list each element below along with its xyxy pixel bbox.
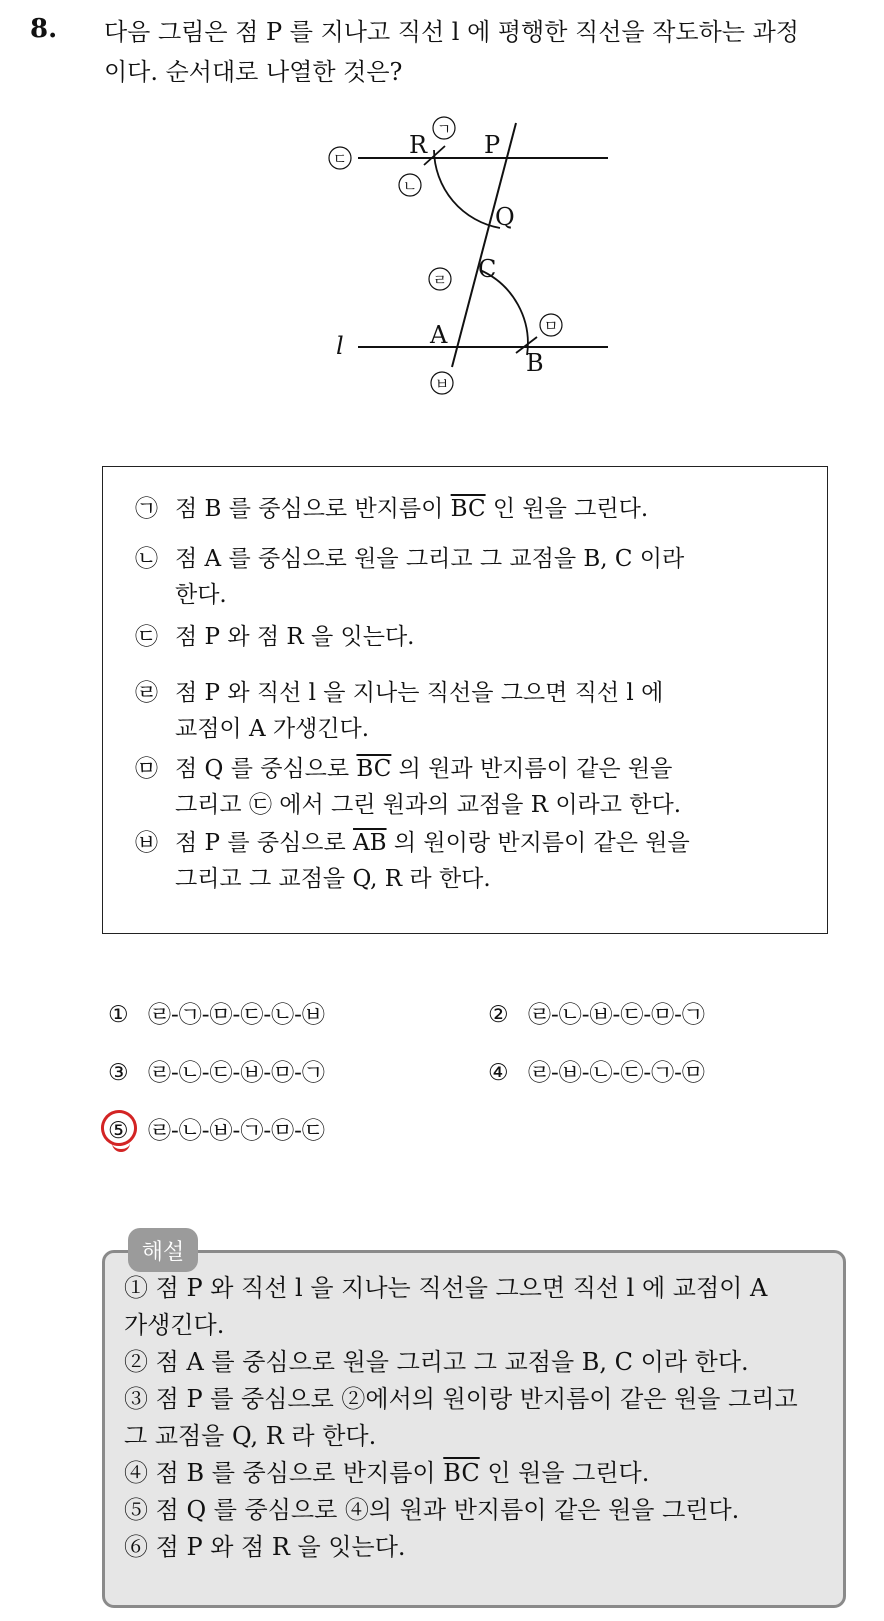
step-mark-b xyxy=(399,174,421,196)
point-label-c: C xyxy=(478,255,497,283)
solution-line: 그 교점을 Q, R 라 한다. xyxy=(124,1422,377,1450)
segment-bc: $\overline{BC}$ xyxy=(443,1459,480,1487)
step-mark-f xyxy=(431,372,453,394)
solution-badge: 해설 xyxy=(128,1228,198,1272)
step-mark-e xyxy=(540,314,562,336)
choice-3[interactable]: ③ ㉣-㉡-㉢-㉥-㉤-㉠ xyxy=(108,1060,325,1086)
step-mark-d xyxy=(429,268,451,290)
solution-line: ④ 점 B 를 중심으로 반지름이 $\overline{BC}$ 인 원을 그린다. xyxy=(124,1459,650,1487)
question-number: 8. xyxy=(30,14,58,44)
step-mark-a xyxy=(433,117,455,139)
transversal-line xyxy=(452,123,516,367)
svg-text:ㄹ: ㄹ xyxy=(432,271,448,289)
point-label-p: P xyxy=(484,131,501,159)
point-label-r: R xyxy=(409,131,428,159)
answer-mark-stroke xyxy=(112,1141,130,1152)
segment-bc: $\overline{BC}$ xyxy=(450,496,486,522)
step-item: ㉠ 점 B 를 중심으로 반지름이 $\overline{BC}$ 인 원을 그린다. xyxy=(135,491,648,527)
question-text xyxy=(104,12,864,92)
point-label-a: A xyxy=(430,321,448,349)
step-mark: ㉡ xyxy=(135,546,158,572)
solution-line: ⑤ 점 Q 를 중심으로 ④의 원과 반지름이 같은 원을 그린다. xyxy=(124,1496,740,1524)
step-mark-c xyxy=(329,147,351,169)
solution-line: ③ 점 P 를 중심으로 ②에서의 원이랑 반지름이 같은 원을 그리고 xyxy=(124,1385,798,1413)
choice-1[interactable]: ① ㉣-㉠-㉤-㉢-㉡-㉥ xyxy=(108,1002,325,1028)
step-item: ㉣ 점 P 와 직선 l 을 지나는 직선을 그으면 직선 l 에 교점이 A 가생긴다. xyxy=(135,675,663,747)
steps-box xyxy=(102,466,828,934)
solution-line: 가생긴다. xyxy=(124,1311,225,1339)
construction-figure xyxy=(320,115,620,415)
step-mark: ㉠ xyxy=(135,496,158,522)
step-mark: ㉣ xyxy=(135,680,158,706)
step-mark: ㉥ xyxy=(135,830,158,856)
step-item: ㉥ 점 P 를 중심으로 $\overline{AB}$ 의 원이랑 반지름이 같은 원을 그리고 그 교점을 Q, R 라 한다. xyxy=(135,825,690,897)
step-item: ㉢ 점 P 와 점 R 을 잇는다. xyxy=(135,619,415,655)
choice-2[interactable]: ② ㉣-㉡-㉥-㉢-㉤-㉠ xyxy=(488,1002,705,1028)
question-text-line: 이다. 순서대로 나열한 것은? xyxy=(104,58,403,86)
step-mark: ㉢ xyxy=(135,624,158,650)
arc-around-p xyxy=(434,150,500,228)
segment-ab: $\overline{AB}$ xyxy=(353,830,387,856)
svg-text:ㅁ: ㅁ xyxy=(543,317,559,335)
solution-line: ② 점 A 를 중심으로 원을 그리고 그 교점을 B, C 이라 한다. xyxy=(124,1348,749,1376)
line-label-l: l xyxy=(336,332,344,360)
question-text-line: 다음 그림은 점 P 를 지나고 직선 l 에 평행한 직선을 작도하는 과정 xyxy=(104,18,799,46)
step-mark: ㉤ xyxy=(135,756,158,782)
choice-5[interactable]: ⑤ ㉣-㉡-㉥-㉠-㉤-㉢ xyxy=(108,1118,325,1144)
solution-line: ① 점 P 와 직선 l 을 지나는 직선을 그으면 직선 l 에 교점이 A xyxy=(124,1274,768,1302)
svg-text:ㄷ: ㄷ xyxy=(332,150,348,168)
point-label-b: B xyxy=(526,349,544,377)
step-item: ㉡ 점 A 를 중심으로 원을 그리고 그 교점을 B, C 이라 한다. xyxy=(135,541,684,613)
point-label-q: Q xyxy=(495,203,515,231)
segment-bc: $\overline{BC}$ xyxy=(356,756,392,782)
svg-text:ㄴ: ㄴ xyxy=(402,177,418,195)
step-item: ㉤ 점 Q 를 중심으로 $\overline{BC}$ 의 원과 반지름이 같은 원을 그리고 ㉢ 에서 그린 원과의 교점을 R 이라고 한다. xyxy=(135,751,681,823)
svg-text:ㄱ: ㄱ xyxy=(436,120,452,138)
svg-text:ㅂ: ㅂ xyxy=(434,375,450,393)
solution-line: ⑥ 점 P 와 점 R 을 잇는다. xyxy=(124,1533,406,1561)
choice-4[interactable]: ④ ㉣-㉥-㉡-㉢-㉠-㉤ xyxy=(488,1060,705,1086)
